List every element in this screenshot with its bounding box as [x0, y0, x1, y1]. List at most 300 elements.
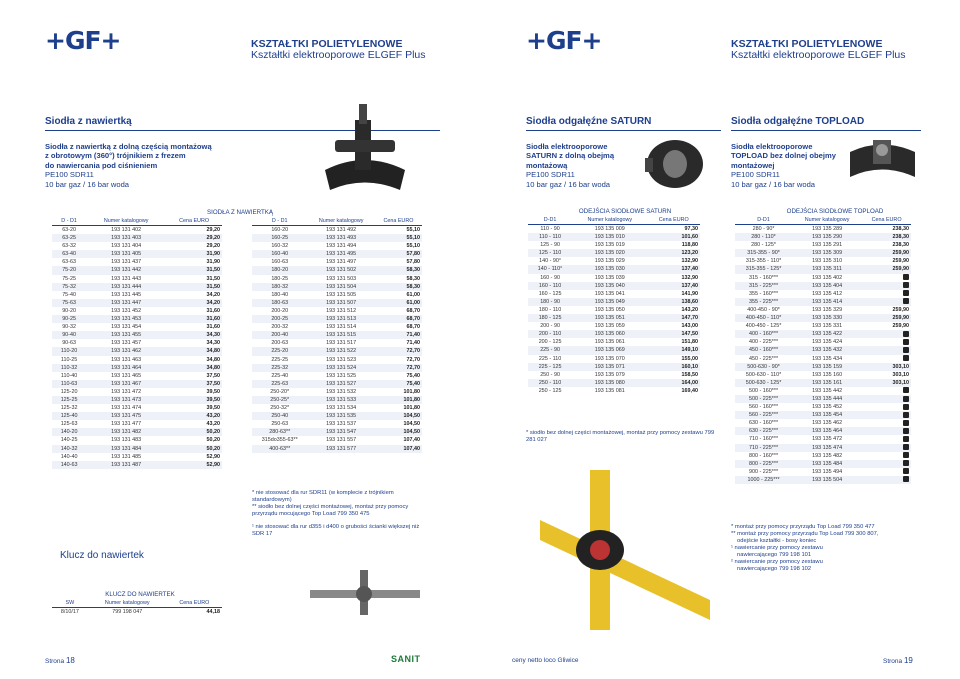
cell: 259,90 [892, 323, 909, 330]
cell: 101,80 [403, 405, 420, 412]
cell: 31,60 [206, 324, 220, 331]
table-topload [735, 216, 911, 484]
klucz-title: Klucz do nawiertek [60, 550, 144, 561]
table-row [735, 379, 911, 387]
cell: 31,50 [166, 283, 222, 291]
table-row [52, 436, 222, 444]
col-header: Numer katalogowy [86, 217, 166, 226]
cell: 193 135 484 [792, 460, 862, 468]
cell: 31,60 [206, 307, 220, 314]
table-row [52, 356, 222, 364]
cell: 125-20 [60, 388, 78, 395]
cell: 193 135 414 [792, 298, 862, 306]
cell [862, 355, 911, 363]
cell: 193 131 443 [111, 275, 142, 282]
table-row [528, 371, 700, 379]
cell: 800 - 160*** [749, 452, 779, 459]
table-row [735, 338, 911, 346]
cell: 149,10 [647, 346, 700, 354]
cell: 55,10 [406, 227, 420, 233]
table-saturn [528, 216, 700, 395]
cell: 193 135 404 [792, 282, 862, 290]
table-row [52, 250, 222, 258]
cell: 90-63 [62, 340, 76, 347]
cell: 315 - 225*** [735, 282, 792, 290]
cell: 75,40 [406, 372, 420, 379]
cell: 140-32 [52, 445, 86, 453]
cell: 160-32 [271, 243, 289, 250]
sanit-logo: SANIT [391, 654, 421, 664]
cell: 280 - 110* [735, 233, 792, 241]
cell: 104,50 [375, 428, 422, 436]
cell: 68,70 [406, 324, 420, 331]
gift-icon [903, 387, 909, 393]
cell: 193 131 473 [86, 396, 166, 404]
table-row [528, 265, 700, 273]
cell: 193 135 310 [812, 258, 843, 265]
cell: 52,90 [206, 453, 220, 460]
table-row [52, 339, 222, 347]
cell: 180-32 [252, 283, 307, 291]
cell: 101,60 [647, 233, 700, 241]
cell: 160 - 125 [538, 290, 562, 297]
gift-icon [903, 444, 909, 450]
cell: 75,40 [375, 380, 422, 388]
cell: 180-63 [252, 299, 307, 307]
cell: 193 135 079 [594, 371, 625, 378]
gift-icon [903, 290, 909, 296]
table-row [52, 258, 222, 266]
table-row [735, 476, 911, 484]
header-title-right: KSZTAŁTKI POLIETYLENOWE [731, 38, 883, 50]
table-row [528, 225, 700, 234]
table-row [735, 403, 911, 411]
cell: 52,90 [166, 461, 222, 469]
table-row [52, 234, 222, 242]
cell [862, 290, 911, 298]
cell: 107,40 [375, 445, 422, 453]
cell: 123,20 [647, 249, 700, 257]
cell: 8/10/17 [60, 609, 79, 615]
cell: 193 131 505 [326, 291, 357, 298]
table-row [252, 420, 422, 428]
table-row [735, 225, 911, 234]
cell: 193 131 442 [86, 266, 166, 274]
cell: 58,30 [375, 266, 422, 274]
cell: 250 - 125 [538, 387, 562, 394]
cell: 193 135 070 [594, 355, 625, 362]
cell: 193 135 010 [572, 233, 647, 241]
cell: 193 135 482 [812, 452, 843, 459]
col-header: Cena EURO [375, 217, 422, 226]
cell: 193 131 484 [86, 445, 166, 453]
cell: 193 131 497 [326, 259, 357, 266]
cell: 125-40 [52, 412, 86, 420]
gift-icon [903, 476, 909, 482]
cell [862, 330, 911, 338]
cell: 900 - 225*** [749, 468, 779, 475]
cell: 280-63** [252, 428, 307, 436]
cell: 193 131 474 [111, 405, 142, 412]
cell: 225-40 [271, 372, 289, 379]
cell [862, 452, 911, 460]
cell: 193 135 020 [572, 249, 647, 257]
col-header: SW [52, 599, 88, 608]
divider [526, 130, 721, 131]
table-row [252, 404, 422, 412]
table-row [528, 330, 700, 338]
cell: 400 - 160*** [735, 330, 792, 338]
cell: 193 131 404 [111, 243, 142, 250]
cell: 225-25 [271, 356, 289, 363]
cell: 137,40 [647, 282, 700, 290]
table-row [252, 226, 422, 235]
table-row [52, 445, 222, 453]
table-row [252, 445, 422, 453]
table-row [52, 266, 222, 274]
table-row [528, 322, 700, 330]
cell: 400-63** [252, 445, 307, 453]
cell [862, 427, 911, 435]
table-row [252, 347, 422, 355]
table-row [735, 265, 911, 273]
gf-logo-right: +GF+ [526, 26, 602, 55]
cell: 110-20 [52, 347, 86, 355]
cell: 75-32 [52, 283, 86, 291]
cell: 141,90 [681, 290, 698, 297]
table-row [52, 299, 222, 307]
cell: 164,00 [647, 379, 700, 387]
cell: 630 - 160*** [749, 420, 779, 427]
gift-icon [903, 404, 909, 410]
cell: 225 - 90 [528, 346, 572, 354]
table-row [528, 387, 700, 395]
table-row [52, 307, 222, 315]
col-header: Numer katalogowy [88, 599, 167, 608]
cell: 110-63 [52, 380, 86, 388]
cell: 193 131 547 [307, 428, 374, 436]
cell [862, 468, 911, 476]
table-row [735, 452, 911, 460]
cell: 180-20 [252, 266, 307, 274]
table-row [52, 323, 222, 331]
cell: 193 131 482 [86, 428, 166, 436]
cell: 450 - 160*** [735, 346, 792, 354]
cell: 58,30 [375, 283, 422, 291]
cell: 158,50 [681, 371, 698, 378]
cell: 193 131 472 [111, 388, 142, 395]
cell: 110-25 [60, 356, 78, 363]
cell: 225 - 110 [538, 355, 562, 362]
cell: 193 131 535 [307, 412, 374, 420]
table-row [252, 372, 422, 380]
cell: 55,10 [406, 243, 420, 250]
table-title-topload: ODEJŚCIA SIODŁOWE TOPLOAD [786, 208, 884, 215]
table-row [735, 322, 911, 330]
table-row [252, 234, 422, 242]
table-row [735, 468, 911, 476]
table-row [52, 420, 222, 428]
cell: 193 131 403 [86, 234, 166, 242]
cell: 193 135 412 [812, 290, 843, 297]
saturn-install-image [530, 460, 720, 640]
table-row [252, 266, 422, 274]
cell: 193 131 464 [86, 364, 166, 372]
table-row [735, 355, 911, 363]
table-row [252, 258, 422, 266]
cell: 193 131 485 [111, 453, 142, 460]
table-row [528, 241, 700, 249]
cell: 238,30 [892, 242, 909, 249]
table-row [52, 283, 222, 291]
cell: 259,90 [862, 249, 911, 257]
cell: 180-40 [271, 291, 289, 298]
cell: 193 131 495 [307, 250, 374, 258]
cell: 180 - 90 [528, 298, 572, 306]
cell: 193 131 444 [86, 283, 166, 291]
cell [862, 387, 911, 395]
table-row [52, 380, 222, 388]
table-title-saturn: ODEJŚCIA SIODŁOWE SATURN [578, 208, 672, 215]
cell: 193 131 405 [86, 250, 166, 258]
table-row [252, 307, 422, 315]
cell: 500-630 - 110* [745, 371, 782, 378]
table-row [52, 461, 222, 469]
cell: 193 131 465 [111, 372, 142, 379]
cell [862, 444, 911, 452]
cell [862, 298, 911, 306]
cell: 193 131 503 [326, 275, 357, 282]
cell: 140-20 [52, 428, 86, 436]
cell: 193 135 422 [792, 330, 862, 338]
cell: 238,30 [862, 233, 911, 241]
cell: 160-63 [271, 259, 289, 266]
cell [862, 419, 911, 427]
cell: 75-25 [62, 275, 76, 282]
cell: 143,00 [681, 323, 698, 330]
table-siodla-2 [252, 217, 422, 453]
table-row [252, 412, 422, 420]
footer-note: ceny netto loco Gliwice [512, 657, 579, 664]
table-row [735, 435, 911, 443]
cell: 90-25 [52, 315, 86, 323]
cell: 75-40 [62, 291, 76, 298]
cell: 560 - 160*** [749, 404, 779, 411]
gift-icon [903, 460, 909, 466]
cell [862, 460, 911, 468]
cell: 44,18 [206, 609, 220, 615]
gift-icon [903, 412, 909, 418]
col-header: D-D1 [528, 216, 572, 225]
cell: 193 131 457 [111, 340, 142, 347]
table-row [252, 275, 422, 283]
cell: 104,50 [375, 412, 422, 420]
cell: 250 - 90 [540, 371, 560, 378]
cell: 500-630 - 125* [735, 379, 792, 387]
cell: 259,90 [862, 314, 911, 322]
cell: 193 131 523 [326, 356, 357, 363]
cell: 193 131 517 [326, 340, 357, 347]
table-row [252, 428, 422, 436]
cell: 450 - 225*** [749, 355, 779, 362]
cell: 193 131 402 [111, 227, 142, 233]
table-siodla-1 [52, 217, 222, 469]
cell: 39,50 [206, 388, 220, 395]
table-row [252, 339, 422, 347]
table-row [52, 428, 222, 436]
cell: 250-63 [271, 421, 289, 428]
table-row [528, 306, 700, 314]
cell: 63-63 [62, 259, 76, 266]
cell [862, 346, 911, 354]
table-row [52, 388, 222, 396]
cell: 193 131 462 [86, 347, 166, 355]
cell: 50,20 [166, 428, 222, 436]
notes-siodla: * nie stosować dla rur SDR11 (w komplecie z trójnikiem standardowym) ** siodło bez dolnej części montażowej, montaż przy pomocy przyrządu mocującego Top Load 799 350 475 ¹ nie stosować dla rur d355 i d400 o grubości ścianki większej niż SDR 17 [252, 490, 420, 537]
cell: 193 135 444 [792, 395, 862, 403]
cell: 34,20 [206, 291, 220, 298]
cell: 303,10 [862, 379, 911, 387]
gift-icon [903, 339, 909, 345]
cell: 110 - 110 [528, 233, 572, 241]
cell: 315do355-63** [261, 437, 298, 444]
gf-logo-left: +GF+ [45, 26, 121, 55]
cell: 193 131 493 [307, 234, 374, 242]
cell: 160 - 110 [528, 282, 572, 290]
cell: 31,60 [166, 315, 222, 323]
cell [862, 338, 911, 346]
table-row [52, 331, 222, 339]
cell: 31,50 [166, 266, 222, 274]
cell: 37,50 [206, 372, 220, 379]
table-row [52, 291, 222, 299]
cell: 193 135 161 [792, 379, 862, 387]
table-row [52, 275, 222, 283]
gift-icon [903, 355, 909, 361]
table-row [735, 306, 911, 314]
cell: 193 135 330 [792, 314, 862, 322]
cell: 193 135 504 [792, 476, 862, 484]
cell: 72,70 [375, 347, 422, 355]
cell: 193 131 467 [86, 380, 166, 388]
table-row [252, 396, 422, 404]
cell: 193 131 494 [326, 243, 357, 250]
cell: 193 131 454 [111, 324, 142, 331]
cell: 355 - 160*** [749, 290, 779, 297]
cell: 34,80 [206, 356, 220, 363]
table-row [528, 379, 700, 387]
page-number-right: Strona 19 [883, 656, 913, 665]
section-title-nawiertka: Siodła z nawiertką [45, 116, 132, 127]
cell: 193 131 513 [307, 315, 374, 323]
table-row [528, 282, 700, 290]
cell: 31,50 [206, 275, 220, 282]
cell: 107,40 [403, 437, 420, 444]
cell: 193 135 041 [594, 290, 625, 297]
cell: 75-63 [52, 299, 86, 307]
cell: 193 135 030 [572, 265, 647, 273]
cell: 193 131 524 [307, 364, 374, 372]
cell: 193 131 453 [86, 315, 166, 323]
cell: 90-20 [62, 307, 76, 314]
table-title-klucz: KLUCZ DO NAWIERTEK [105, 591, 175, 598]
cell: 61,00 [406, 291, 420, 298]
cell: 68,70 [406, 307, 420, 314]
table-row [735, 346, 911, 354]
table-row [735, 298, 911, 306]
table-row [528, 363, 700, 371]
cell: 132,90 [681, 274, 698, 281]
table-row [252, 291, 422, 299]
cell: 710 - 225*** [735, 444, 792, 452]
cell: 400 - 225*** [749, 339, 779, 346]
cell: 193 131 445 [111, 291, 142, 298]
table-row [252, 388, 422, 396]
cell: 250-40 [252, 412, 307, 420]
cell: 193 135 029 [594, 258, 625, 265]
cell: 193 131 577 [307, 445, 374, 453]
cell: 31,90 [166, 250, 222, 258]
cell [862, 411, 911, 419]
table-row [52, 412, 222, 420]
header-subtitle-left: Kształtki elektrooporowe ELGEF Plus [251, 49, 426, 61]
cell: 147,50 [647, 330, 700, 338]
col-header: Cena EURO [167, 599, 222, 608]
cell: 57,80 [406, 259, 420, 266]
cell: 193 135 081 [594, 387, 625, 394]
cell: 193 131 507 [307, 299, 374, 307]
cell: 193 135 049 [572, 298, 647, 306]
cell: 193 131 447 [86, 299, 166, 307]
table-row [735, 290, 911, 298]
cell: 63-25 [52, 234, 86, 242]
cell: 193 131 522 [307, 347, 374, 355]
cell: 90-40 [52, 331, 86, 339]
cell: 57,80 [375, 250, 422, 258]
col-header: D - D1 [52, 217, 86, 226]
table-row [52, 372, 222, 380]
cell: 225-63 [252, 380, 307, 388]
cell: 193 135 329 [812, 306, 843, 313]
cell: 101,80 [375, 396, 422, 404]
cell: 143,20 [681, 306, 698, 313]
cell: 193 135 069 [572, 346, 647, 354]
cell [862, 403, 911, 411]
cell: 39,50 [206, 405, 220, 412]
cell: 138,60 [647, 298, 700, 306]
cell: 193 135 494 [812, 468, 843, 475]
table-row [528, 290, 700, 298]
cell: 193 131 437 [111, 259, 142, 266]
cell: 400-450 - 110* [735, 314, 792, 322]
cell: 125 - 90 [540, 242, 560, 249]
cell: 193 135 060 [572, 330, 647, 338]
col-header: D-D1 [735, 216, 792, 225]
table-row [252, 331, 422, 339]
table-row [735, 233, 911, 241]
cell: 193 135 434 [812, 355, 843, 362]
cell: 193 131 455 [86, 331, 166, 339]
cell: 193 135 311 [792, 265, 862, 273]
cell: 355 - 225*** [735, 298, 792, 306]
cell: 118,80 [681, 242, 698, 249]
cell: 34,80 [166, 347, 222, 355]
gift-icon [903, 274, 909, 280]
cell [862, 476, 911, 484]
cell: 193 131 504 [307, 283, 374, 291]
cell: 110 - 90 [540, 226, 560, 232]
cell: 200-40 [252, 331, 307, 339]
